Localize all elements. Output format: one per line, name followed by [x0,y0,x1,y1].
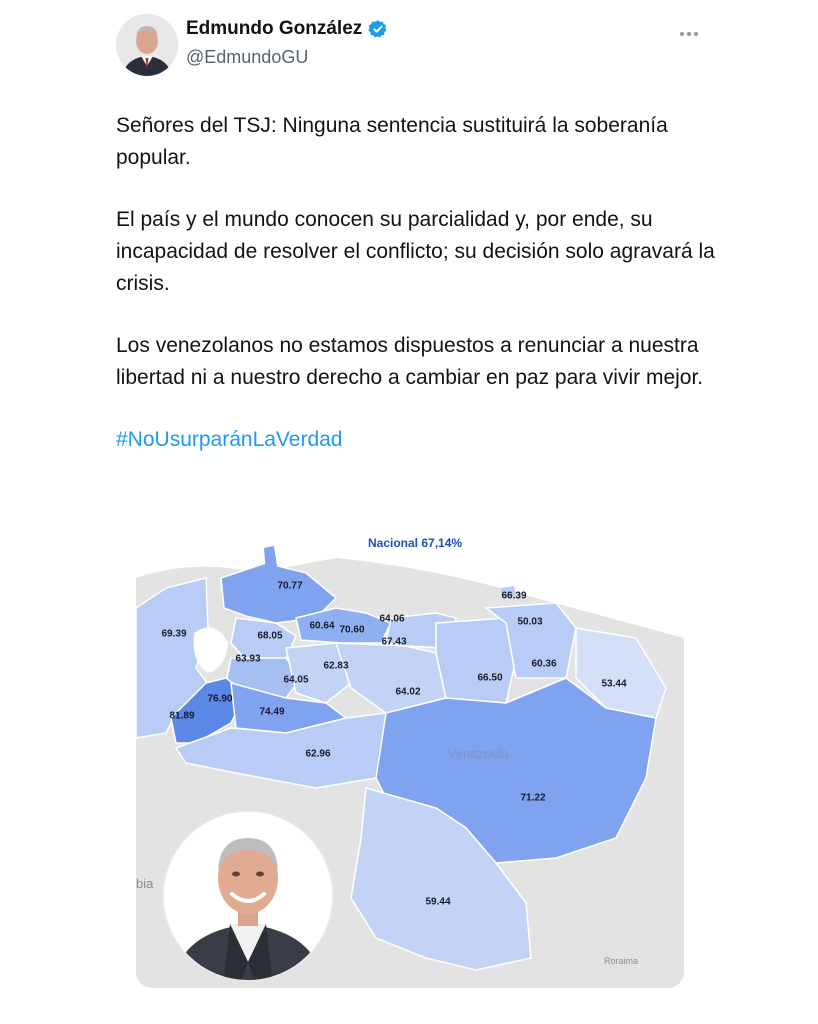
map-title: Nacional 67,14% [368,536,463,550]
ellipsis-dot [687,32,691,36]
tweet-text [116,110,716,486]
tweet-paragraph-3: Los venezolanos no estamos dispuestos a renunciar a nuestra libertad ni a nuestro derecho a cambiar en paz para vivir mejor. [116,334,704,389]
avatar[interactable] [116,14,178,76]
state-value: 66.50 [477,672,503,684]
tweet-paragraph-2: El país y el mundo conocen su parcialidad y, por ende, su incapacidad de resolver el conflicto; su decisión solo agravará la crisis. [116,208,715,295]
state-value: 64.02 [395,686,421,698]
ellipsis-icon [680,32,684,36]
map-country-label: Venezuela [448,746,509,761]
avatar-portrait [116,14,178,76]
state-value: 59.44 [425,896,451,908]
more-options-button[interactable] [674,22,704,46]
state-value: 62.96 [305,748,331,760]
map-neighbor-label: bia [136,876,154,891]
state-value: 53.44 [601,678,627,690]
state-value: 66.39 [501,590,527,602]
state-value: 71.22 [520,792,546,804]
tweet-paragraph-1: Señores del TSJ: Ninguna sentencia sustituirá la soberanía popular. [116,114,668,169]
state-value: 69.39 [161,628,187,640]
state-value: 67.43 [381,636,407,648]
ellipsis-dot [694,32,698,36]
state-value: 68.05 [257,630,283,642]
map-region-label: Roraima [604,956,639,966]
state-value: 76.90 [207,693,233,705]
hashtag-link[interactable]: #NoUsurparánLaVerdad [116,428,343,451]
state-value: 81.89 [169,710,195,722]
verified-badge-icon [368,19,388,39]
state-value: 64.06 [379,613,405,625]
state-value: 60.64 [309,620,335,632]
tweet-media-map[interactable] [136,518,684,988]
state-value: 70.60 [339,624,365,636]
state-value: 74.49 [259,706,285,718]
author-name-text: Edmundo González [186,18,363,39]
state-value: 50.03 [517,616,543,628]
state-value: 64.05 [283,674,309,686]
candidate-photo [164,812,332,980]
state-value: 62.83 [323,660,349,672]
candidate-portrait [164,812,332,980]
state-value: 70.77 [277,580,303,592]
state-value: 60.36 [531,658,557,670]
author-handle[interactable]: @EdmundoGU [186,47,309,67]
state-value: 63.93 [235,653,261,665]
author-name[interactable] [186,18,388,40]
